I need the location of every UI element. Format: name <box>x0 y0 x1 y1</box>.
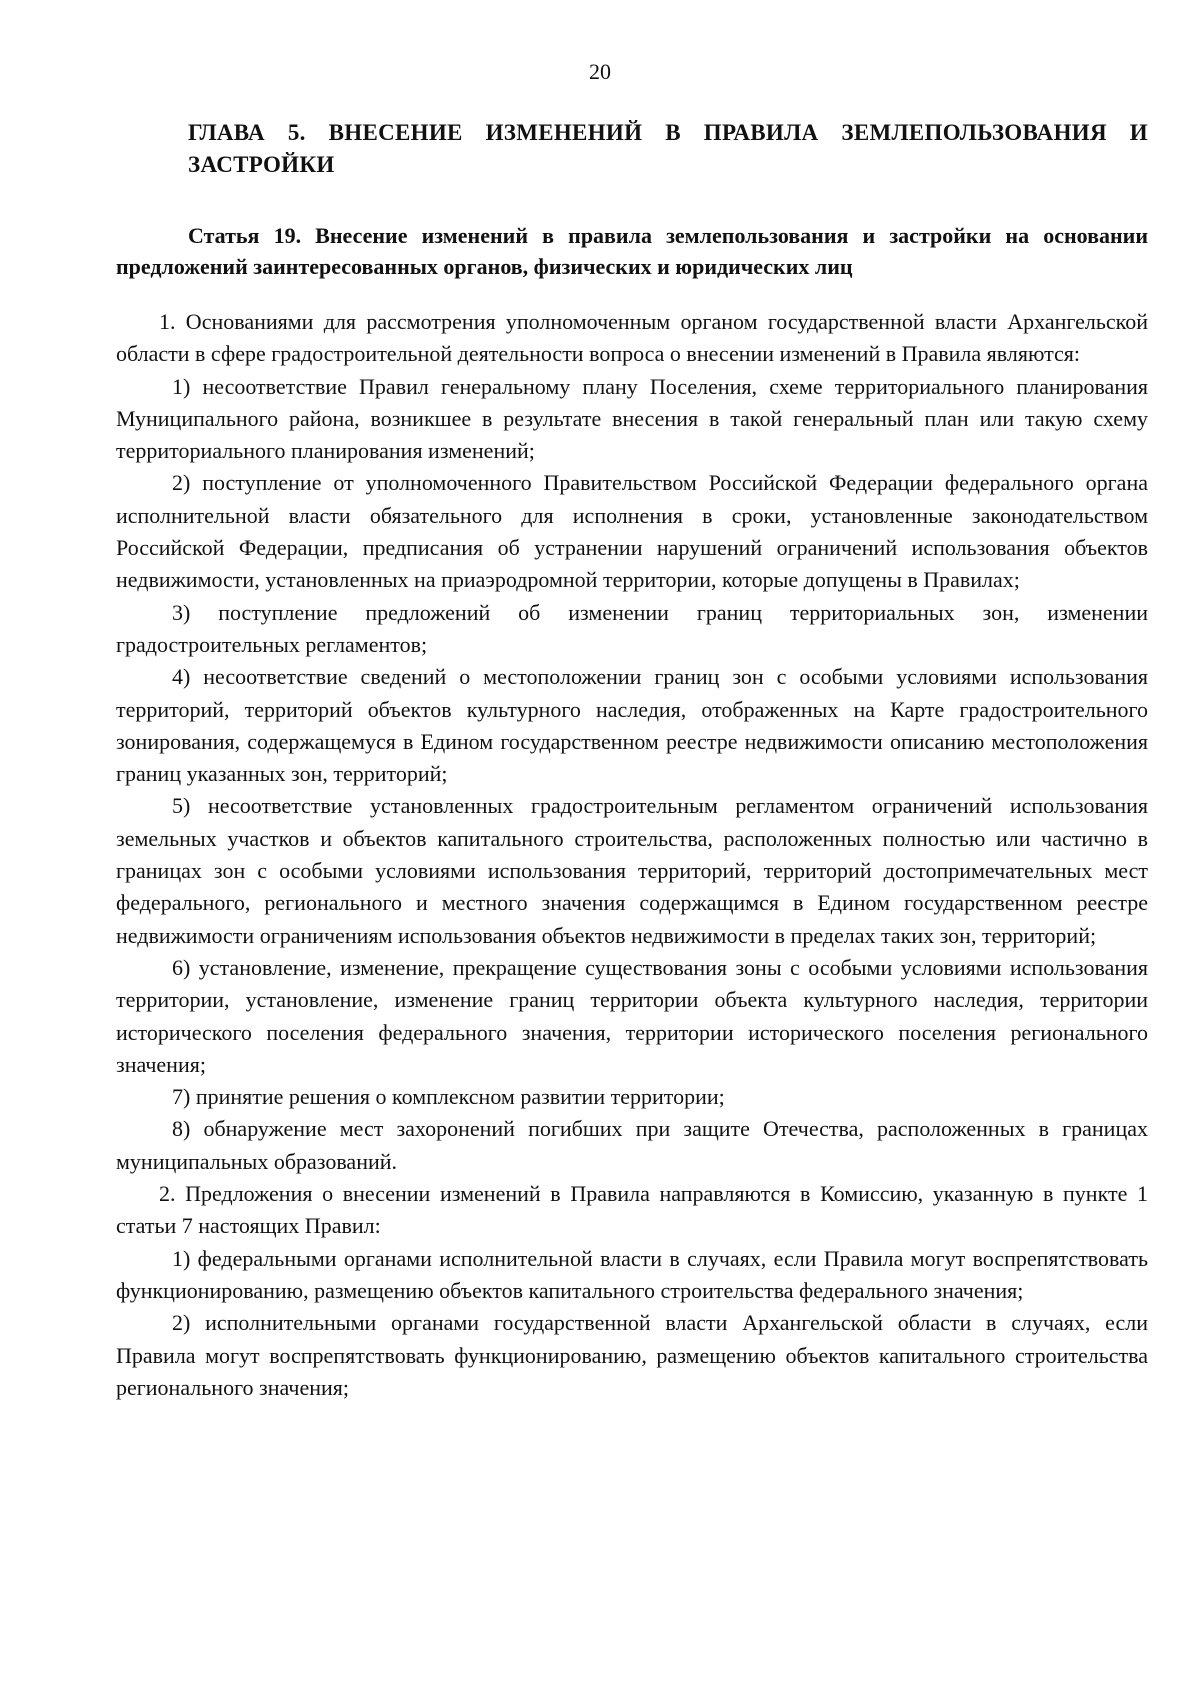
paragraph-1: 1. Основаниями для рассмотрения уполномоченным органом государственной власти Архангельской области в сфере градостроительной деятельности вопроса о внесении изменений в Правила являются: <box>116 309 1148 367</box>
list-item-1-2: 2) поступление от уполномоченного Правительством Российской Федерации федерального органа исполнительной власти обязательного для исполнения в сроки, установленные законодательством Российской Федерации, предписания об устранении нарушений ограничений использования объектов недвижимости, установленных на приаэродромной территории, которые допущены в Правилах; <box>116 470 1148 593</box>
chapter-title: ГЛАВА 5. ВНЕСЕНИЕ ИЗМЕНЕНИЙ В ПРАВИЛА ЗЕМЛЕПОЛЬЗОВАНИЯ И ЗАСТРОЙКИ <box>188 120 1148 177</box>
list-item-1-3: 3) поступление предложений об изменении границ территориальных зон, изменении градостроительных регламентов; <box>116 599 1148 657</box>
list-item-1-1: 1) несоответствие Правил генеральному плану Поселения, схеме территориального планирования Муниципального района, возникшее в результате внесения в такой генеральный план или такую схему территориального планирования изменений; <box>116 373 1148 464</box>
article-title: Статья 19. Внесение изменений в правила землепользования и застройки на основании предложений заинтересованных органов, физических и юридических лиц <box>116 223 1148 279</box>
list-item-1-6: 6) установление, изменение, прекращение существования зоны с особыми условиями использования территории, установление, изменение границ территории объекта культурного наследия, территории исторического поселения федерального значения, территории исторического поселения регионального значения; <box>116 954 1148 1077</box>
page-number: 20 <box>589 59 611 84</box>
paragraph-2: 2. Предложения о внесении изменений в Правила направляются в Комиссию, указанную в пункте 1 статьи 7 настоящих Правил: <box>116 1181 1148 1239</box>
list-item-1-7: 7) принятие решения о комплексном развитии территории; <box>172 1084 725 1110</box>
list-item-1-4: 4) несоответствие сведений о местоположении границ зон с особыми условиями использования территорий, территорий объектов культурного наследия, отображенных на Карте градостроительного зонирования, содержащемуся в Едином государственном реестре недвижимости описанию местоположения границ указанных зон, территорий; <box>116 664 1148 787</box>
page-content <box>116 117 1148 1404</box>
list-item-1-5: 5) несоответствие установленных градостроительным регламентом ограничений использования земельных участков и объектов капитального строительства, расположенных полностью или частично в границах зон с особыми условиями использования территорий, территорий достопримечательных мест федерального, регионального и местного значения содержащимся в Едином государственном реестре недвижимости ограничениям использования объектов недвижимости в пределах таких зон, территорий; <box>116 793 1148 948</box>
list-item-1-8: 8) обнаружение мест захоронений погибших при защите Отечества, расположенных в границах муниципальных образований. <box>116 1116 1148 1174</box>
list-item-2-2: 2) исполнительными органами государственной власти Архангельской области в случаях, если Правила могут воспрепятствовать функционированию, размещению объектов капитального строительства регионального значения; <box>116 1310 1148 1400</box>
list-item-2-1: 1) федеральными органами исполнительной власти в случаях, если Правила могут воспрепятствовать функционированию, размещению объектов капитального строительства федерального значения; <box>116 1245 1148 1303</box>
